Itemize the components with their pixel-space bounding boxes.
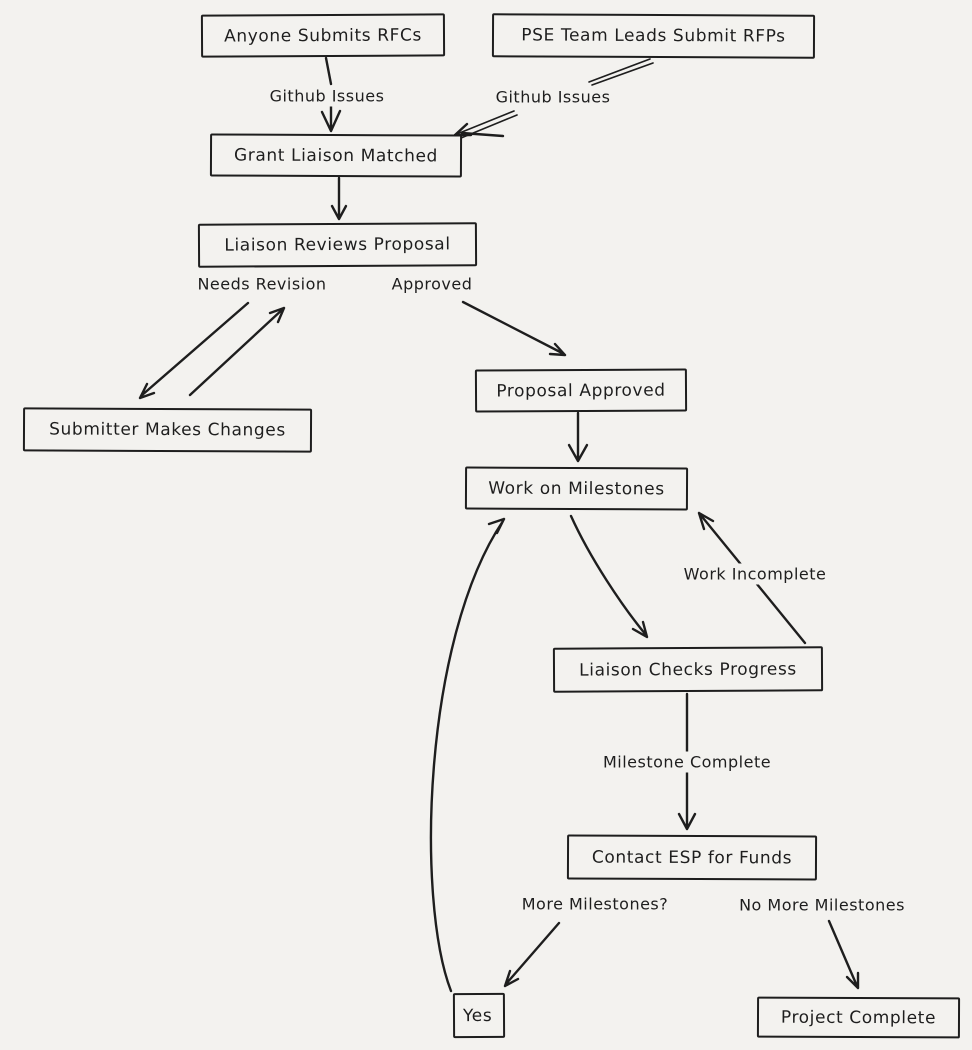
node-yes-label: Yes — [462, 1005, 493, 1026]
node-work-on-milestones — [465, 467, 688, 511]
arrow-proposal-to-work — [569, 413, 587, 461]
node-contact-esp-for-funds — [567, 834, 817, 880]
node-liaison-reviews-proposal — [198, 222, 477, 267]
node-anyone-submits-rfcs — [201, 13, 445, 57]
edge-label-milestone-complete: Milestone Complete — [598, 752, 776, 773]
edge-label-github-issues-right: Github Issues — [491, 87, 616, 108]
edge-label-more-milestones: More Milestones? — [517, 894, 674, 915]
arrow-submitter-to-reviews — [190, 308, 284, 395]
arrow-reviews-to-proposal — [463, 302, 565, 355]
node-work-on-milestones-label: Work on Milestones — [488, 478, 665, 499]
node-liaison-checks-progress-label: Liaison Checks Progress — [579, 658, 797, 681]
arrow-yes-to-work — [431, 519, 504, 991]
node-anyone-submits-rfcs-label: Anyone Submits RFCs — [224, 24, 422, 47]
node-pse-team-leads-submit-rfps-label: PSE Team Leads Submit RFPs — [521, 25, 786, 47]
node-contact-esp-for-funds-label: Contact ESP for Funds — [591, 847, 793, 868]
arrow-work-to-checks — [571, 516, 647, 637]
arrow-grant-to-reviews — [332, 178, 346, 219]
node-submitter-makes-changes-label: Submitter Makes Changes — [49, 419, 286, 441]
node-grant-liaison-matched-label: Grant Liaison Matched — [233, 145, 438, 166]
arrow-contact-to-project — [829, 921, 858, 988]
node-liaison-checks-progress — [553, 646, 823, 692]
node-project-complete-label: Project Complete — [780, 1007, 937, 1028]
node-proposal-approved — [475, 368, 687, 412]
node-proposal-approved-label: Proposal Approved — [496, 380, 666, 401]
node-liaison-reviews-proposal-label: Liaison Reviews Proposal — [224, 234, 451, 256]
node-grant-liaison-matched — [210, 133, 462, 177]
edge-label-work-incomplete: Work Incomplete — [679, 564, 832, 585]
node-pse-team-leads-submit-rfps — [492, 13, 815, 58]
edge-label-approved: Approved — [387, 274, 478, 295]
node-yes — [453, 993, 505, 1038]
arrow-contact-to-yes — [505, 923, 559, 986]
arrow-reviews-to-submitter — [140, 303, 248, 398]
node-project-complete — [757, 997, 960, 1039]
edge-label-github-issues-left: Github Issues — [265, 86, 390, 107]
node-submitter-makes-changes — [23, 407, 312, 452]
edge-label-no-more-milestones: No More Milestones — [734, 895, 910, 916]
edge-label-needs-revision: Needs Revision — [192, 274, 331, 295]
